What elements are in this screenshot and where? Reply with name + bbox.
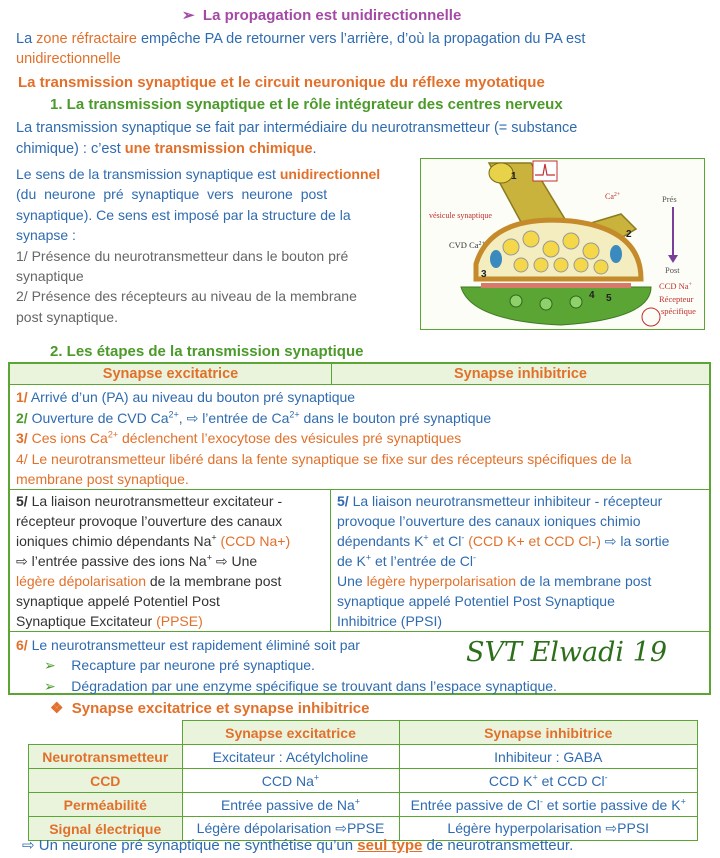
vesicle (543, 241, 559, 257)
divider-row5-top (10, 489, 709, 490)
label-cvd: CVD $Ca^{2+}$ (449, 240, 485, 250)
steps-common: 1/ Arrivé d’un (PA) au niveau du bouton pré synaptique 2/ Ouverture de CVD $Ca^{2+}$, ⇨ l’entrée de $Ca^{2+}$ dans le bouton pré synaptique 3/ Ces ions $Ca^{2+}$ déclenchent l’exocytose des vésicules pré synaptiques 4/ Le neurotransmetteur libéré dans la fente synaptique se fixe sur des récepteurs spécifiques de la membrane post synaptique. (16, 389, 632, 487)
step-number-3: 3 (481, 269, 487, 280)
comparison-table (28, 720, 698, 841)
step-number-2: 2 (626, 229, 632, 240)
divider-row6-top (10, 631, 709, 632)
vesicle (574, 258, 588, 272)
paragraph-direction: Le sens de la transmission synaptique est unidirectionnel (du neurone pré synaptique vers neurone post synaptique). Ce sens est imposé par la structure de la synapse : 1/ Présence du neurotransmetteur dans le bouton pré synaptique 2/ Présence des récepteurs au niveau de la membrane post synaptique. (16, 166, 381, 325)
mitochondrion (490, 250, 502, 268)
watermark: SVT Elwadi 19 (466, 637, 667, 668)
vesicle (503, 239, 519, 255)
subheading-1: 1. La transmission synaptique et le rôle intégrateur des centres nerveux (50, 96, 563, 113)
step-number-5: 5 (606, 293, 612, 304)
table-row: Neurotransmetteur Excitateur : Acétylcholine Inhibiteur : GABA (29, 745, 698, 769)
table-row: Signal électrique Légère dépolarisation ⇨PPSE Légère hyperpolarisation ⇨PPSI (29, 817, 698, 841)
vesicle (523, 231, 539, 247)
heading-comparison: ❖ Synapse excitatrice et synapse inhibitrice (50, 700, 370, 717)
vesicle (583, 243, 599, 259)
arrow-bullet-icon: ➢ (182, 7, 195, 24)
step-number-1: 1 (511, 171, 517, 182)
step-number-4: 4 (589, 290, 595, 301)
label-ca: $Ca^{2+}$ (605, 192, 621, 201)
table-col-inhibitory: Synapse inhibitrice (399, 721, 698, 745)
postsynaptic-membrane (481, 283, 631, 288)
vesicle (563, 233, 579, 249)
heading-propagation (182, 6, 461, 25)
synapse-diagram-svg (421, 159, 703, 328)
arrow-bullet-icon: ➢ (44, 657, 56, 673)
receptor-channel (570, 296, 582, 308)
pres-post-arrowhead (668, 255, 678, 263)
label-ccd-na: CCD Na+ (659, 281, 692, 291)
table-row: Perméabilité Entrée passive de Na+ Entrée passive de Cl- et sortie passive de K+ (29, 793, 698, 817)
paragraph-refractory: La zone réfractaire empêche PA de retourner vers l’arrière, d’où la propagation du PA est (16, 31, 586, 47)
divider-row5-mid (330, 489, 331, 631)
axon-hillock (489, 163, 513, 183)
table-row: CCD CCD Na+ CCD K+ et CCD Cl- (29, 769, 698, 793)
receptor-channel (540, 298, 552, 310)
label-recepteur: Récepteur (659, 294, 694, 304)
col-header-inhibitory: Synapse inhibitrice (332, 364, 709, 385)
vesicle (554, 258, 568, 272)
heading-text: La propagation est unidirectionnelle (202, 7, 462, 24)
paragraph-chemical-l2: chimique) : c’est une transmission chimique. (16, 141, 317, 157)
paragraph-chemical-l1: La transmission synaptique se fait par intermédiaire du neurotransmetteur (= substance (16, 120, 578, 136)
receptor-channel (510, 295, 522, 307)
mitochondrion (610, 245, 622, 263)
vesicle (534, 258, 548, 272)
step6: 6/ Le neurotransmetteur est rapidement éliminé soit par ➢ Recapture par neurone pré synaptique. ➢ Dégradation par une enzyme spécifique se trouvant dans l’espace synaptique. (16, 637, 557, 694)
heading-transmission: La transmission synaptique et le circuit neuronique du réflexe myotatique (18, 74, 545, 91)
label-vesicule: vésicule synaptique (429, 211, 492, 220)
table-col-excitatory: Synapse excitatrice (182, 721, 399, 745)
col-header-excitatory: Synapse excitatrice (10, 364, 332, 385)
paragraph-refractory-line2: unidirectionnelle (16, 51, 121, 67)
label-pres: Prés (662, 194, 677, 204)
label-post: Post (665, 265, 680, 275)
footer-note: ⇨ Un neurone pré synaptique ne synthétise qu’un seul type de neurotransmetteur. (22, 837, 574, 854)
arrow-bullet-icon: ➢ (44, 678, 56, 694)
vesicle (514, 258, 528, 272)
postsynaptic-neuron (461, 287, 651, 325)
label-specifique: spécifique (661, 306, 696, 316)
vesicle (594, 260, 608, 274)
step5-excitatory: 5/ La liaison neurotransmetteur excitateur - récepteur provoque l’ouverture des canaux ioniques chimio dépendants Na+ (CCD Na+) ⇨ l’entrée passive des ions Na+ ⇨ Une légère dépolarisation de la membrane post synaptique appelé Potentiel Post Synaptique Excitateur (PPSE) (16, 493, 291, 629)
diamond-bullet-icon: ❖ (50, 700, 64, 717)
subheading-2: 2. Les étapes de la transmission synaptique (50, 343, 364, 360)
step5-inhibitory: 5/ La liaison neurotransmetteur inhibiteur - récepteur provoque l’ouverture des canaux ioniques chimio dépendants K+ et Cl- (CCD K+ et CCD Cl-) ⇨ la sortie de K+ et l’entrée de Cl- Une légère hyperpolarisation de la membrane post synaptique appelé Potentiel Post Synaptique Inhibitrice (PPSI) (337, 493, 670, 629)
synapse-diagram (420, 158, 705, 330)
table-header-row (29, 721, 698, 745)
receptor-zoom-circle (642, 308, 660, 326)
